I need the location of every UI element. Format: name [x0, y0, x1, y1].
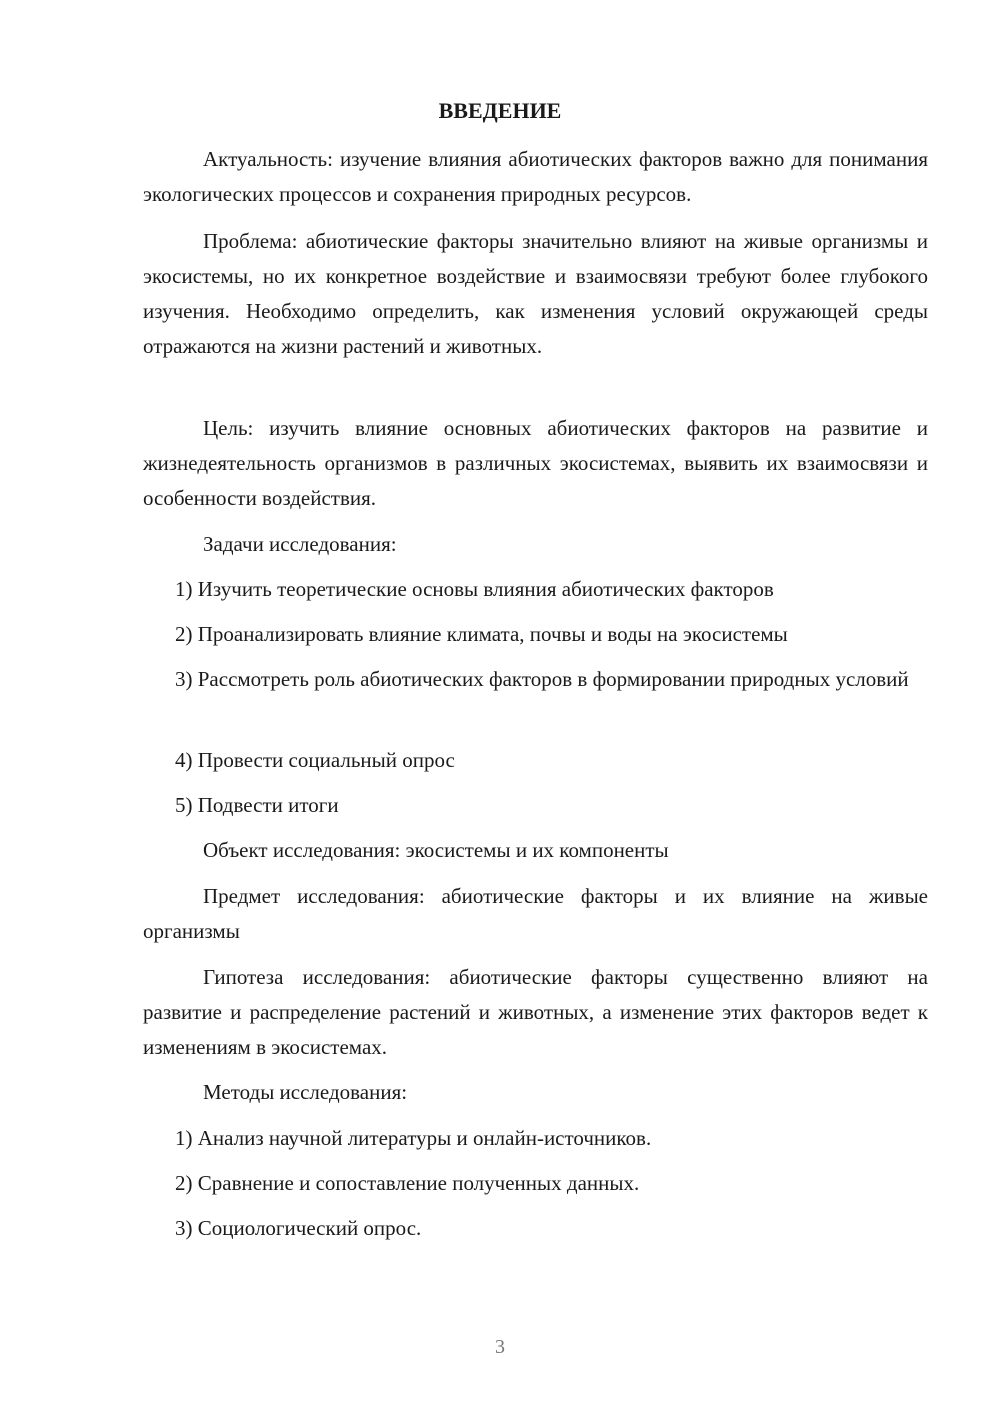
object-paragraph: Объект исследования: экосистемы и их компоненты: [203, 838, 669, 862]
method-item-1: 1) Анализ научной литературы и онлайн-источников.: [175, 1126, 652, 1150]
method-item-2: 2) Сравнение и сопоставление полученных данных.: [175, 1171, 640, 1195]
methods-heading: Методы исследования:: [203, 1080, 408, 1104]
problem-paragraph: Проблема: абиотические факторы значительно влияют на живые организмы и экосистемы, но их конкретное воздействие и взаимосвязи требуют более глубокого изучения. Необходимо определить, как изменения условий окружающей среды отражаются на жизни растений и животных.: [143, 229, 928, 358]
page-number: 3: [495, 1336, 505, 1358]
task-item-3: 3) Рассмотреть роль абиотических факторов в формировании природных условий: [175, 667, 909, 691]
page-title: ВВЕДЕНИЕ: [438, 98, 562, 123]
relevance-paragraph: Актуальность: изучение влияния абиотических факторов важно для понимания экологических процессов и сохранения природных ресурсов.: [143, 147, 928, 206]
goal-paragraph: Цель: изучить влияние основных абиотических факторов на развитие и жизнедеятельность организмов в различных экосистемах, выявить их взаимосвязи и особенности воздействия.: [143, 416, 928, 510]
task-item-5: 5) Подвести итоги: [175, 793, 339, 817]
tasks-heading: Задачи исследования:: [203, 532, 397, 556]
task-item-4: 4) Провести социальный опрос: [175, 748, 455, 772]
task-item-2: 2) Проанализировать влияние климата, почвы и воды на экосистемы: [175, 622, 788, 646]
method-item-3: 3) Социологический опрос.: [175, 1216, 422, 1240]
hypothesis-paragraph: Гипотеза исследования: абиотические факторы существенно влияют на развитие и распределение растений и животных, а изменение этих факторов ведет к изменениям в экосистемах.: [143, 965, 928, 1059]
task-item-1: 1) Изучить теоретические основы влияния абиотических факторов: [175, 577, 774, 601]
subject-paragraph: Предмет исследования: абиотические факторы и их влияние на живые организмы: [143, 884, 928, 943]
